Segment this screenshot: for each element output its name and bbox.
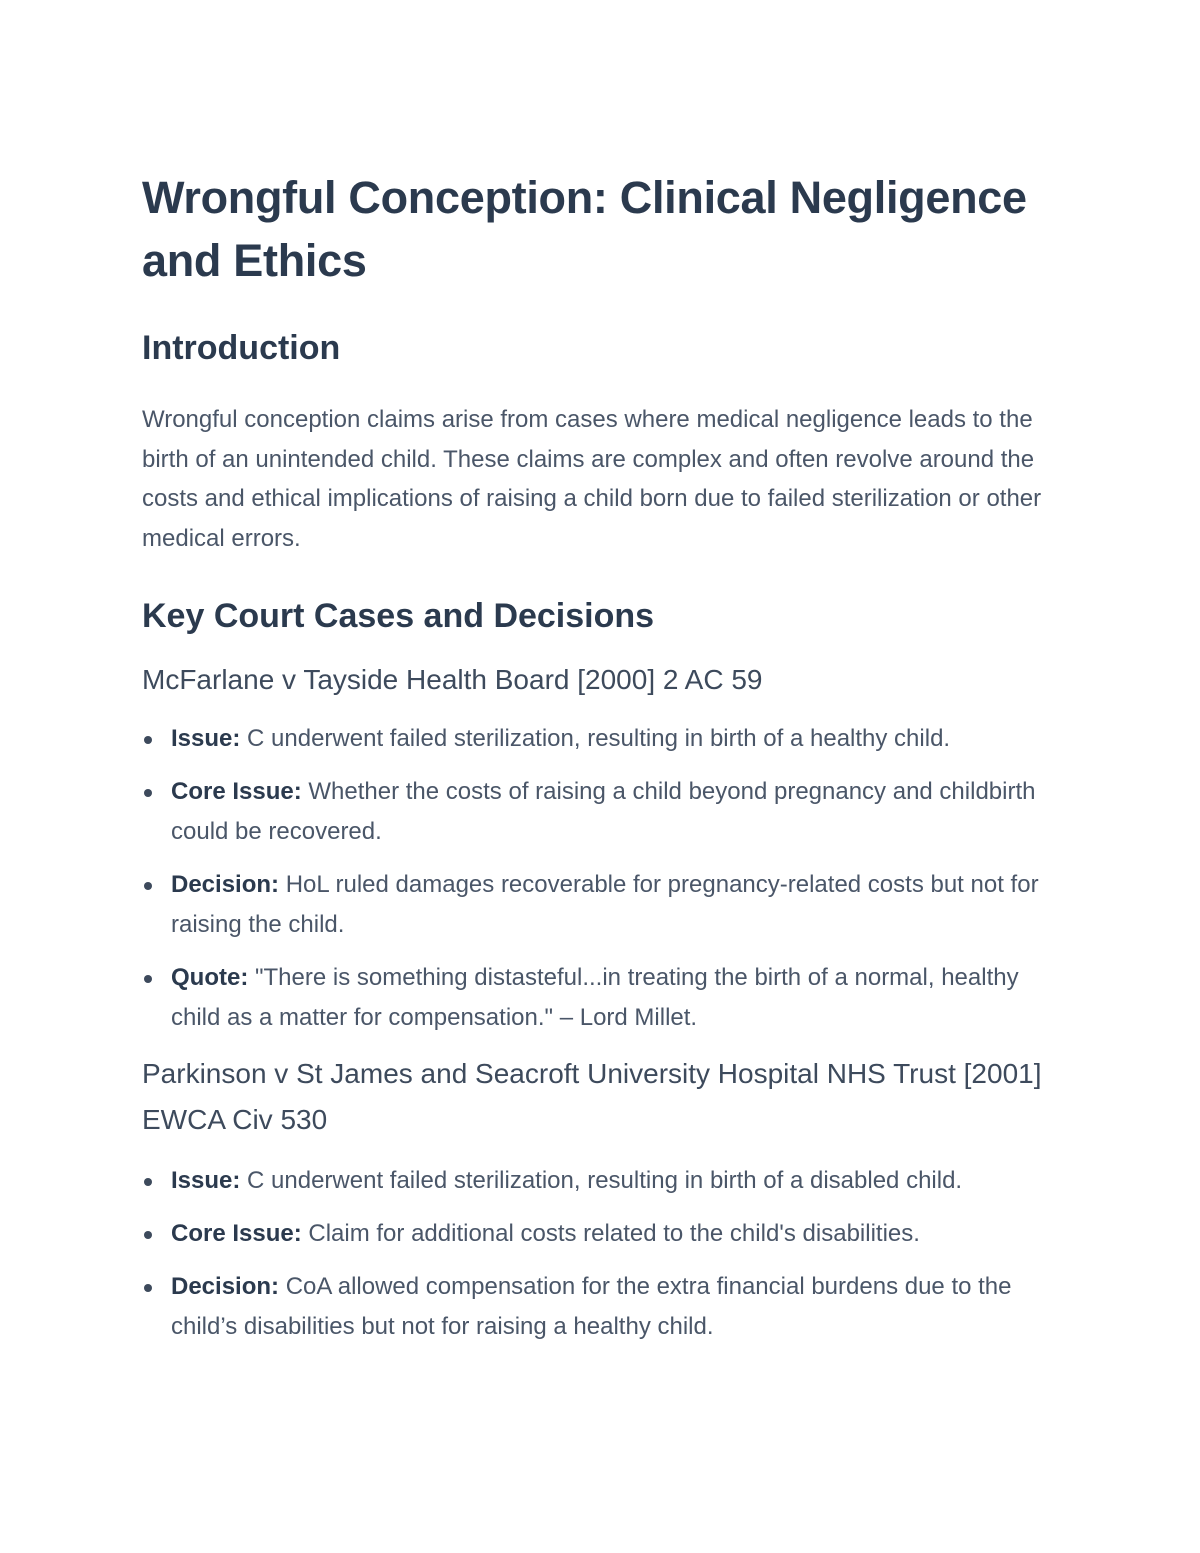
point-label: Core Issue: <box>171 778 302 805</box>
point-text: CoA allowed compensation for the extra financial burdens due to the child’s disabilities but not for raising a healthy child. <box>171 1273 1012 1340</box>
bullet-icon <box>144 1231 152 1239</box>
bullet-icon <box>144 975 152 983</box>
point-text: C underwent failed sterilization, resulting in birth of a healthy child. <box>240 725 951 752</box>
list-item <box>142 1214 1061 1254</box>
list-item <box>142 865 1061 945</box>
bullet-icon <box>144 882 152 890</box>
point-label: Quote: <box>171 964 249 991</box>
point-label: Decision: <box>171 1273 280 1300</box>
list-item <box>142 1267 1061 1347</box>
bullet-icon <box>144 1178 152 1186</box>
point-label: Issue: <box>171 1167 241 1194</box>
point-label: Decision: <box>171 871 280 898</box>
point-text: C underwent failed sterilization, resulting in birth of a disabled child. <box>240 1167 963 1194</box>
case-title-mcfarlane: McFarlane v Tayside Health Board [2000] 2 AC 59 <box>142 664 763 695</box>
key-cases-heading: Key Court Cases and Decisions <box>142 597 655 635</box>
introduction-heading: Introduction <box>142 329 341 367</box>
point-text: HoL ruled damages recoverable for pregnancy-related costs but not for raising the child. <box>171 871 1039 938</box>
point-text: "There is something distasteful...in treating the birth of a normal, healthy child as a matter for compensation." – Lord Millet. <box>171 964 1019 1031</box>
list-item <box>142 958 1061 1038</box>
bullet-icon <box>144 789 152 797</box>
bullet-icon <box>144 1284 152 1292</box>
bullet-icon <box>144 736 152 744</box>
case-title-parkinson: Parkinson v St James and Seacroft University Hospital NHS Trust [2001] EWCA Civ 530 <box>142 1058 1042 1135</box>
list-item <box>142 1161 1061 1201</box>
case-points-parkinson <box>142 1161 1070 1347</box>
point-label: Issue: <box>171 725 241 752</box>
introduction-paragraph: Wrongful conception claims arise from cases where medical negligence leads to the birth of an unintended child. These claims are complex and often revolve around the costs and ethical implications of raising a child born due to failed sterilization or other medical errors. <box>142 406 1042 552</box>
document-title: Wrongful Conception: Clinical Negligence and Ethics <box>142 172 1027 286</box>
case-points-mcfarlane <box>142 719 1070 1038</box>
point-text: Claim for additional costs related to the child's disabilities. <box>301 1220 920 1247</box>
list-item <box>142 772 1061 852</box>
point-label: Core Issue: <box>171 1220 302 1247</box>
point-text: Whether the costs of raising a child beyond pregnancy and childbirth could be recovered. <box>171 778 1036 845</box>
list-item <box>142 719 1061 759</box>
